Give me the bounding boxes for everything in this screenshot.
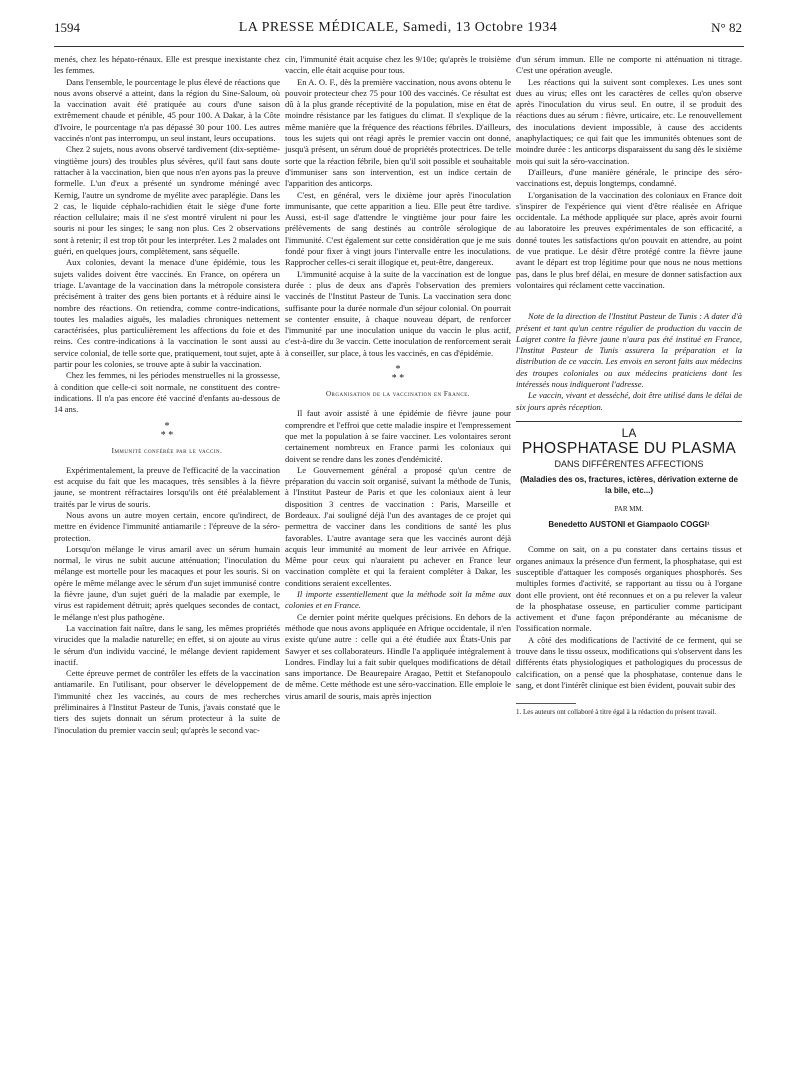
article-subtitle: DANS DIFFÉRENTES AFFECTIONS [554, 458, 704, 469]
footnote-rule [516, 703, 576, 704]
page-number: 1594 [54, 20, 80, 35]
section-separator: * * * [391, 364, 405, 385]
journal-title: LA PRESSE MÉDICALE, Samedi, 13 Octobre 1934 [238, 20, 558, 35]
paragraph: C'est, en général, vers le dixième jour après l'inoculation immunisante, que cette apparition a lieu. Elle peut être tardive. Aussi, est-il sage d'attendre le vingtième jour pour faire les prélèvements de sang destinés au contrôle sérologique de l'immunité. C'est également sur cette considération que je me suis fondé pour fixer à vingt jours l'intervalle entre les inoculations. Rapprocher celles-ci serait illogique et, peut-être, dangereux. [285, 189, 511, 268]
paragraph: Les réactions qui la suivent sont complexes. Les unes sont dues au virus; elles ont les caractères de celles qu'on observe après l'inoculation du virus seul. En outre, il se produit des réactions dues au sérum : fièvre, urticaire, etc. Le renouvellement des inoculations devient impossible, à cause des accidents anaphylactiques; ce qui fait que les immunités obtenues sont de moindre durée : les anticorps disparaissent du sang dès le sixième mois qui suit la séro-vaccination. [516, 76, 742, 166]
editorial-note [516, 311, 742, 413]
section-title: Organisation de la vaccination en France. [325, 390, 471, 399]
paragraph: d'un sérum immun. Elle ne comporte ni atténuation ni titrage. C'est une opération aveugle. [516, 54, 742, 76]
section-separator: * * * [160, 420, 174, 441]
page-header [54, 20, 742, 42]
note-text: Note de la direction de l'Institut Pasteur de Tunis : A dater d'à présent et tant qu'un centre régulier de production du vaccin de Laigret contre la fièvre jaune n'aura pas été institué en France, l'Institut Pasteur de Tunis assurera la préparation et la distribution de ce vaccin. Les envois en seront faits aux médecins des troupes coloniales ou aux médecins praticiens dont les intéressés nous indiqueront l'adresse. [516, 311, 742, 390]
issue-number: N° 82 [711, 20, 742, 35]
footnote: 1. Les auteurs ont collaboré à titre égal à la rédaction du présent travail. [516, 708, 717, 717]
header-rule [54, 46, 744, 47]
paragraph: menés, chez les hépato-rénaux. Elle est presque inexistante chez les femmes. [54, 54, 280, 76]
paragraph: Aux colonies, devant la menace d'une épidémie, tous les sujets valides doivent être vaccinés. En France, on opérera un triage. L'avantage de la vaccination dans la métropole consistera précisément à traiter des gens bien portants et à réduire ainsi le nombre des réactions. On retiendra, comme contre-indications, toutes les maladies aiguës, les maladies chroniques nettement caractérisées, plus particulièrement les affections du foie et des reins. Ces contre-indications à la vaccination le sont aussi au service colonial, de telle sorte que, pratiquement, tout sujet, apte à partir pour les colonies, se trouve apte à subir la vaccination. [54, 257, 280, 370]
paragraph: A côté des modifications de l'activité de ce ferment, qui se trouve dans le tissu osseux, modifications qui s'observent dans les différents états physiologiques et pathologiques du processus de calcification, on a pensé que la phosphatase, contenue dans le sang, et dont l'intérêt clinique est bien évident, pouvait subir des [516, 634, 742, 690]
article-subtitle-detail: (Maladies des os, fractures, ictères, dérivation externe de la bile, etc...) [520, 474, 738, 495]
article-title-prefix: LA [621, 425, 637, 440]
paragraph: Il importe essentiellement que la méthode soit la même aux colonies et en France. [285, 589, 511, 611]
paragraph: Ce dernier point mérite quelques précisions. En dehors de la méthode que nous avons appliquée en Afrique occidentale, il n'en existe qu'une autre : celle qui a été étudiée aux États-Unis par Sawyer et ses collaborateurs. Hindle l'a appliquée intégralement à Londres. Findlay lui a fait subir quelques modifications de détail sans importance. De Beaurepaire Aragao, Pettit et Stefanopoulo de même. Cette méthode est une séro-vaccination. Elle emploie le virus amaril de souris, mais après injection [285, 611, 511, 701]
paragraph: D'ailleurs, d'une manière générale, le principe des séro-vaccinations est, depuis longtemps, condamné. [516, 166, 742, 189]
paragraph: La vaccination fait naître, dans le sang, les mêmes propriétés virucides que la maladie naturelle; en effet, si on ajoute au virus le sérum d'un individu vacciné, le mélange devient rapidement inactif. [54, 622, 280, 667]
column-3 [516, 54, 742, 717]
paragraph: Cette épreuve permet de contrôler les effets de la vaccination antiamarile. En l'utilisant, pour observer le développement de l'immunité chez les vaccinés, au cours de mes recherches préliminaires à l'Institut Pasteur de Tunis, j'avais constaté que le tiers des sujets donnait un sérum protecteur à la suite de l'inoculation du premier vaccin seul; qu'après le second vac- [54, 668, 280, 735]
paragraph: Lorsqu'on mélange le virus amaril avec un sérum humain normal, le virus ne subit aucune atténuation; l'inoculation du mélange est mortelle pour les macaques et pour les souris. Si on opère le même mélange avec le sérum d'un sujet immunisé contre la fièvre jaune, d'un sujet guéri de la maladie par exemple, le virus est rapidement détruit; après quelques secondes de contact, le mélange n'est plus pathogène. [54, 543, 280, 622]
paragraph: En A. O. F., dès la première vaccination, nous avons obtenu le pouvoir protecteur chez 75 pour 100 des vaccinés. Ce résultat est dû à la plus grande réceptivité de la population, mise en état de moindre résistance par les fatigues du climat. Il s'explique de la même manière que la fréquence des réactions fébriles. D'ailleurs, tous les sujets qui ont réagi après le premier vaccin ont donné, jusqu'à présent, un sérum doué de propriétés protectrices. De telle sorte que la réaction fébrile, bien qu'il soit possible et souhaitable d'immuniser sans son intervention, est un indice certain de l'apparition des anticorps. [285, 76, 511, 189]
paragraph: Comme on sait, on a pu constater dans certains tissus et organes animaux la présence d'un ferment, la phosphatase, qui est susceptible d'attaquer les composés organiques phosphorés. Ses multiples formes d'activité, se rapportant au tissu ou à l'organe dont elle provient, ont été reconnues et on a pu relever la valeur de la phosphatase osseuse, en particulier comme participant activement et d'une façon prépondérante au mécanisme de l'ossification normale. [516, 544, 742, 634]
column-1 [54, 54, 280, 736]
article-by: PAR MM. [614, 504, 644, 513]
paragraph: cin, l'immunité était acquise chez les 9/10e; qu'après le troisième vaccin, elle était acquise pour tous. [285, 54, 511, 76]
paragraph: L'immunité acquise à la suite de la vaccination est de longue durée : plus de deux ans d'après l'observation des premiers vaccinés de l'Institut Pasteur de Tunis. La vaccination sera donc suffisante pour la durée normale d'un séjour colonial. On pourrait se contenter ensuite, à chaque nouveau départ, de renforcer l'immunité par une inoculation unique du vaccin le plus actif, c'est-à-dire du 3e vaccin. Cette inoculation de renforcement serait à conseiller, sur place, à tous les vaccinés, en cas d'épidémie. [285, 268, 511, 358]
note-text: Le vaccin, vivant et desséché, doit être utilisé dans le délai de six jours après réception. [516, 390, 742, 412]
paragraph: Nous avons un autre moyen certain, encore qu'indirect, de mettre en évidence l'immunité antiamarile : l'épreuve de la séro-protection. [54, 509, 280, 543]
paragraph: Le Gouvernement général a proposé qu'un centre de préparation du vaccin soit organisé, suivant la méthode de Tunis, à l'Institut Pasteur de Paris et que les coloniaux aient à leur disposition 3 centres de vaccination : Paris, Marseille et Bordeaux. J'ai souligné déjà l'un des avantages de ce projet qui permettra de vacciner dans les conditions de santé les plus favorables. L'autre avantage sera que les vaccinés auront déjà acquis leur immunité au moment de leur arrivée en Afrique. Même pour ceux qui n'auraient pu achever en France leur vaccination complète et qui la feraient compléter à Dakar, les conditions seraient excellentes. [285, 464, 511, 588]
paragraph: Dans l'ensemble, le pourcentage le plus élevé de réactions que nous avons observé a atteint, dans la région du Sine-Saloum, où la vaccination avait été pratiquée au cours d'une saison extrêmement chaude et pénible, 45 pour 100. A Dakar, à la Côte d'Ivoire, le pourcentage n'a pas dépassé 30 pour 100. Les autres vaccinés n'ont pas interrompu, un seul instant, leurs occupations. [54, 76, 280, 144]
paragraph: Chez 2 sujets, nous avons observé tardivement (dix-septième-vingtième jours) des troubles plus sévères, qu'il faut sans doute rattacher à la vaccination, bien que nous n'en ayons pas la preuve formelle. L'un d'eux a présenté un syndrome méningé avec Kernig, l'autre un syndrome de myélite avec paraplégie. Dans les 2 cas, le liquide céphalo-rachidien était le siège d'une forte réaction cellulaire; mais il ne s'est montré virulent ni pour les souris ni pour les singes; le sang non plus. Ces 2 observations sont à retenir; il est trop tôt pour les interpréter. Les 2 malades ont guéri, en quelques jours, complètement, sans séquelle. [54, 144, 280, 257]
paragraph: Il faut avoir assisté à une épidémie de fièvre jaune pour comprendre et l'effroi que cette maladie inspire et l'empressement que met la population à se faire vacciner. Les volontaires seront certainement nombreux en France parmi les coloniaux qui doivent se rendre dans les zones d'endémicité. [285, 408, 511, 464]
paragraph: Expérimentalement, la preuve de l'efficacité de la vaccination est acquise du fait que les macaques, très sensibles à la fièvre jaune, se montrent réfractaires lorsqu'ils ont été préalablement traités par le virus de souris. [54, 464, 280, 509]
article-rule [516, 421, 742, 422]
paragraph: Chez les femmes, ni les périodes menstruelles ni la grossesse, à condition que celle-ci soit normale, ne constituent des contre-indications. Il n'a pas encore été vacciné d'enfants au-dessous de 14 ans. [54, 370, 280, 415]
paragraph: L'organisation de la vaccination des coloniaux en France doit s'inspirer de l'expérience qui vient d'être réalisée en Afrique occidentale. La méthode appliquée sur place, après avoir fourni au laboratoire les preuves expérimentales de son efficacité, a donné toutes les satisfactions qu'on pouvait en attendre, au point de vue pratique. Le désir d'être protégé contre la fièvre jaune avant le départ est trop légitime pour que nous ne nous mettions pas, dans le plus bref délai, en mesure de donner satisfaction aux volontaires qui réclament cette vaccination. [516, 189, 742, 290]
article-authors: Benedetto AUSTONI et Giampaolo COGGI¹ [548, 520, 710, 530]
section-title: Immunité conférée par le vaccin. [111, 446, 223, 455]
article-title: PHOSPHATASE DU PLASMA [521, 440, 737, 458]
column-2 [285, 54, 511, 702]
